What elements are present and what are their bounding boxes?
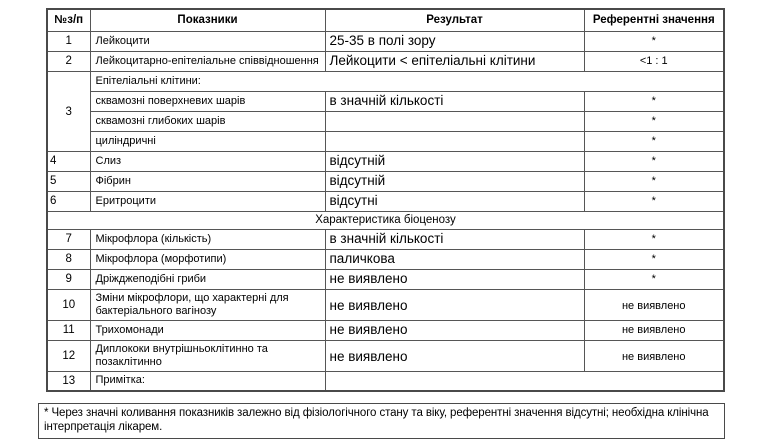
table-row <box>47 289 724 320</box>
header-indicator: Показники <box>90 9 325 31</box>
indicator-cell: Лейкоцити <box>90 31 325 51</box>
row-number-cell: 8 <box>47 249 90 269</box>
footnote-box <box>38 403 725 439</box>
table-subrow <box>47 131 724 151</box>
indicator-cell: циліндричні <box>90 131 325 151</box>
reference-cell: * <box>584 249 724 269</box>
header-reference: Референтні значення <box>584 9 724 31</box>
table-subrow <box>47 111 724 131</box>
indicator-group-cell: Епітеліальні клітини: <box>90 71 724 91</box>
result-cell <box>325 131 584 151</box>
row-number-cell: 6 <box>47 191 90 211</box>
reference-cell: не виявлено <box>584 320 724 340</box>
row-number-cell: 12 <box>47 340 90 371</box>
row-number-cell: 11 <box>47 320 90 340</box>
result-cell <box>325 111 584 131</box>
reference-cell: * <box>584 269 724 289</box>
indicator-cell: Дріжджеподібні гриби <box>90 269 325 289</box>
reference-cell: * <box>584 229 724 249</box>
result-cell: відсутні <box>325 191 584 211</box>
result-cell: в значній кількості <box>325 91 584 111</box>
results-table <box>46 8 725 392</box>
reference-cell: * <box>584 111 724 131</box>
result-cell: відсутній <box>325 151 584 171</box>
indicator-cell: Мікрофлора (кількість) <box>90 229 325 249</box>
footnote-text: * Через значні коливання показників залежно від фізіологічного стану та віку, референтні значення відсутні; необхідна клінічна інтерпретація лікарем. <box>44 407 709 433</box>
table-row <box>47 151 724 171</box>
result-cell: не виявлено <box>325 289 584 320</box>
indicator-cell: Зміни мікрофлори, що характерні для бактеріального вагінозу <box>90 289 325 320</box>
section-title: Характеристика біоценозу <box>47 211 724 229</box>
table-row <box>47 191 724 211</box>
table-row <box>47 371 724 391</box>
table-row <box>47 320 724 340</box>
result-cell: в значній кількості <box>325 229 584 249</box>
result-cell: 25-35 в полі зору <box>325 31 584 51</box>
header-num: №з/п <box>47 9 90 31</box>
indicator-cell: Диплококи внутрішньоклітинно та позаклітинно <box>90 340 325 371</box>
indicator-cell: Трихомонади <box>90 320 325 340</box>
result-cell: відсутній <box>325 171 584 191</box>
row-number-cell: 5 <box>47 171 90 191</box>
table-row <box>47 229 724 249</box>
table-subrow <box>47 91 724 111</box>
row-number-cell: 10 <box>47 289 90 320</box>
result-cell: не виявлено <box>325 269 584 289</box>
header-row <box>47 9 724 31</box>
header-result: Результат <box>325 9 584 31</box>
reference-cell: * <box>584 131 724 151</box>
reference-cell: * <box>584 171 724 191</box>
indicator-cell: сквамозні поверхневих шарів <box>90 91 325 111</box>
reference-cell: * <box>584 31 724 51</box>
table-row <box>47 249 724 269</box>
indicator-cell: Примітка: <box>90 371 325 391</box>
table-row <box>47 340 724 371</box>
reference-cell: <1 : 1 <box>584 51 724 71</box>
indicator-cell: Мікрофлора (морфотипи) <box>90 249 325 269</box>
table-row-group <box>47 71 724 91</box>
note-value-cell <box>325 371 724 391</box>
table-row <box>47 31 724 51</box>
row-number-cell: 9 <box>47 269 90 289</box>
table-row <box>47 269 724 289</box>
result-cell: Лейкоцити < епітеліальні клітини <box>325 51 584 71</box>
row-number-cell: 3 <box>47 71 90 151</box>
reference-cell: * <box>584 191 724 211</box>
indicator-cell: Еритроцити <box>90 191 325 211</box>
reference-cell: * <box>584 151 724 171</box>
row-number-cell: 1 <box>47 31 90 51</box>
result-cell: не виявлено <box>325 340 584 371</box>
indicator-cell: Слиз <box>90 151 325 171</box>
indicator-cell: сквамозні глибоких шарів <box>90 111 325 131</box>
reference-cell: * <box>584 91 724 111</box>
result-cell: не виявлено <box>325 320 584 340</box>
indicator-cell: Лейкоцитарно-епітеліальне співвідношення <box>90 51 325 71</box>
table-row <box>47 51 724 71</box>
row-number-cell: 13 <box>47 371 90 391</box>
row-number-cell: 2 <box>47 51 90 71</box>
reference-cell: не виявлено <box>584 289 724 320</box>
section-title-row <box>47 211 724 229</box>
row-number-cell: 7 <box>47 229 90 249</box>
reference-cell: не виявлено <box>584 340 724 371</box>
table-row <box>47 171 724 191</box>
result-cell: паличкова <box>325 249 584 269</box>
row-number-cell: 4 <box>47 151 90 171</box>
indicator-cell: Фібрин <box>90 171 325 191</box>
